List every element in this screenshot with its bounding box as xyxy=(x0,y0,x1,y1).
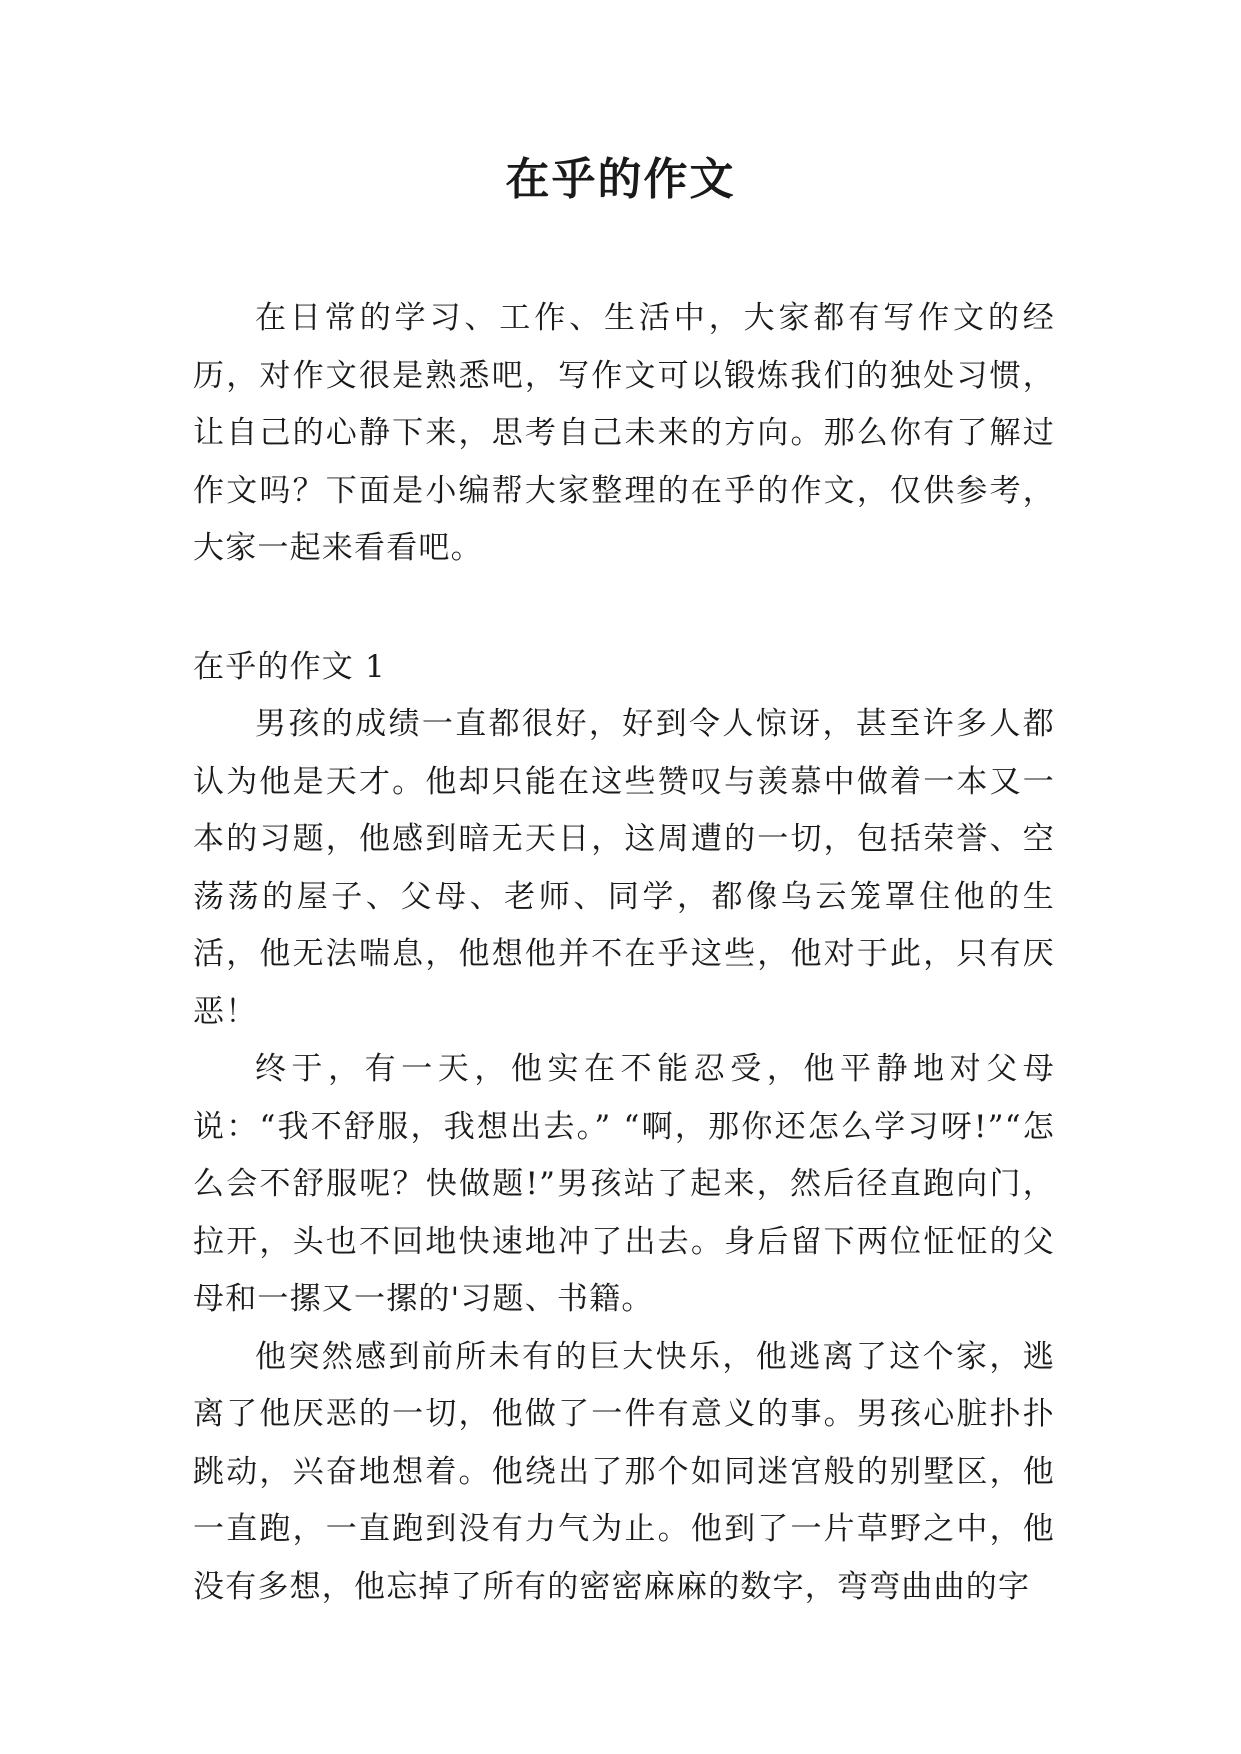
document-title: 在乎的作文 xyxy=(505,154,736,205)
intro-paragraph: 在日常的学习、工作、生活中，大家都有写作文的经历，对作文很是熟悉吧，写作文可以锻炼我们的独处习惯，让自己的心静下来，思考自己未来的方向。那么你有了解过作文吗？下面是小编帮大家整理的在乎的作文，仅供参考，大家一起来看看吧。 xyxy=(193,300,1055,566)
essay-paragraph-3: 他突然感到前所未有的巨大快乐，他逃离了这个家，逃离了他厌恶的一切，他做了一件有意义的事。男孩心脏扑扑跳动，兴奋地想着。他绕出了那个如同迷宫般的别墅区，他一直跑，一直跑到没有力气为止。他到了一片草野之中，他没有多想，他忘掉了所有的密密麻麻的数字，弯弯曲曲的字 xyxy=(193,1338,1055,1605)
section-title: 在乎的作文 1 xyxy=(193,649,386,685)
essay-body xyxy=(193,696,1055,1616)
intro-block xyxy=(193,290,1055,578)
essay-paragraph-2: 终于，有一天，他实在不能忍受，他平静地对父母说：“我不舒服，我想出去。” “啊，那你还怎么学习呀!”“怎么会不舒服呢？快做题!”男孩站了起来，然后径直跑向门，拉开，头也不回地快速地冲了出去。身后留下两位怔怔的父母和一摞又一摞的'习题、书籍。 xyxy=(193,1051,1055,1317)
essay-paragraph-1: 男孩的成绩一直都很好，好到令人惊讶，甚至许多人都认为他是天才。他却只能在这些赞叹与羡慕中做着一本又一本的习题，他感到暗无天日，这周遭的一切，包括荣誉、空荡荡的屋子、父母、老师、同学，都像乌云笼罩住他的生活，他无法喘息，他想他并不在乎这些，他对于此，只有厌恶！ xyxy=(193,706,1055,1030)
